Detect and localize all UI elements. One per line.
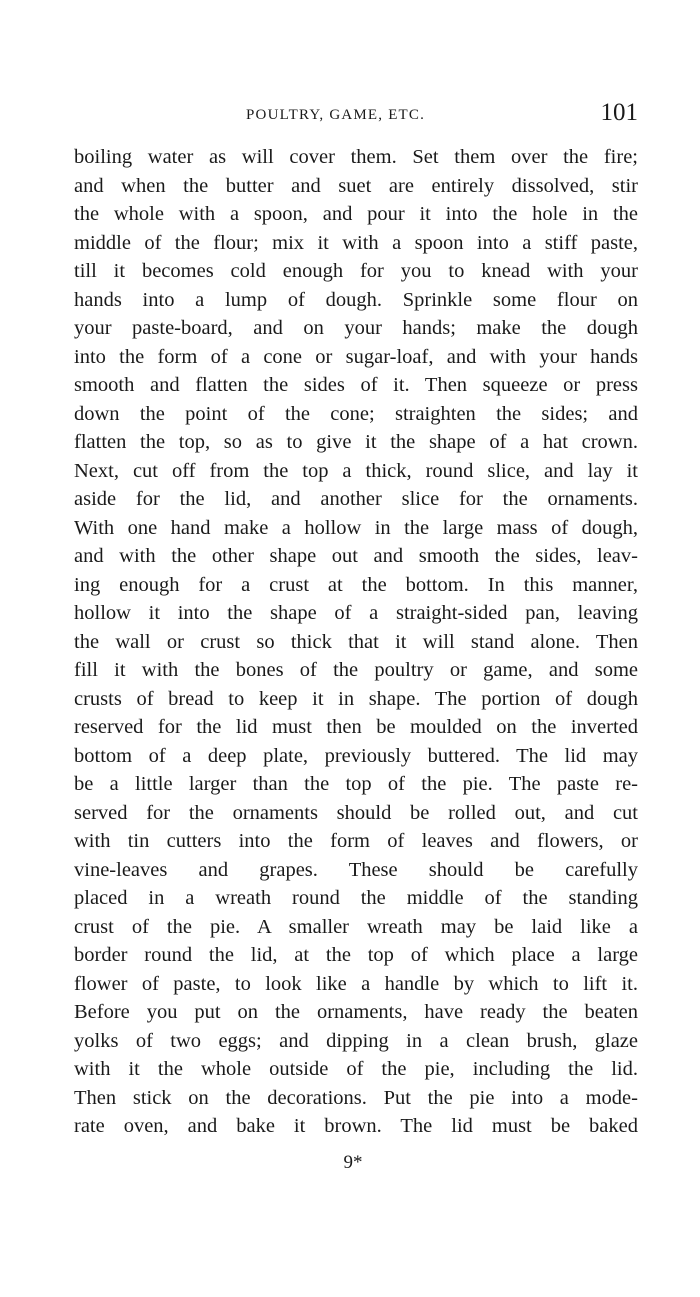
text-line: be a little larger than the top of the pie. The paste re-	[74, 773, 638, 795]
text-line: the wall or crust so thick that it will stand alone. Then	[74, 630, 638, 653]
text-line: with tin cutters into the form of leaves and flowers, or	[74, 830, 638, 852]
text-line: Before you put on the ornaments, have ready the beaten	[74, 1001, 638, 1023]
text-line: smooth and flatten the sides of it. Then squeeze or press	[74, 374, 638, 396]
text-line: middle of the flour; mix it with a spoon into a stiff paste,	[74, 231, 638, 254]
text-line: down the point of the cone; straighten the sides; and	[74, 402, 638, 425]
text-line: till it becomes cold enough for you to knead with your	[74, 260, 638, 282]
text-line: vine-leaves and grapes. These should be carefully	[74, 858, 638, 881]
text-line: Then stick on the decorations. Put the pie into a mode-	[74, 1086, 638, 1109]
text-line: your paste-board, and on your hands; make the dough	[74, 317, 638, 339]
text-line: into the form of a cone or sugar-loaf, and with your hands	[74, 345, 638, 368]
text-line: and with the other shape out and smooth the sides, leav-	[74, 545, 638, 567]
text-line: bottom of a deep plate, previously buttered. The lid may	[74, 744, 638, 767]
text-line: flower of paste, to look like a handle by which to lift it.	[74, 972, 638, 995]
running-head	[74, 99, 638, 133]
text-line: hollow it into the shape of a straight-sided pan, leaving	[74, 602, 638, 624]
text-line: the whole with a spoon, and pour it into the hole in the	[74, 203, 638, 225]
text-line: with it the whole outside of the pie, including the lid.	[74, 1058, 638, 1080]
text-line: placed in a wreath round the middle of the standing	[74, 887, 638, 909]
text-line: crusts of bread to keep it in shape. The portion of dough	[74, 687, 638, 710]
text-line: rate oven, and bake it brown. The lid must be baked	[74, 1115, 638, 1137]
text-line: flatten the top, so as to give it the shape of a hat crown.	[74, 431, 638, 453]
text-line: served for the ornaments should be rolled out, and cut	[74, 801, 638, 824]
text-line: Next, cut off from the top a thick, round slice, and lay it	[74, 459, 638, 482]
text-line: yolks of two eggs; and dipping in a clean brush, glaze	[74, 1029, 638, 1052]
signature-mark: 9*	[343, 1152, 363, 1173]
text-line: fill it with the bones of the poultry or game, and some	[74, 659, 638, 681]
text-line: With one hand make a hollow in the large mass of dough,	[74, 516, 638, 539]
page-number: 101	[600, 99, 638, 126]
text-line: aside for the lid, and another slice for the ornaments.	[74, 488, 638, 510]
text-line: reserved for the lid must then be moulded on the inverted	[74, 716, 638, 738]
body-text	[74, 143, 638, 1141]
running-title: POULTRY, GAME, ETC.	[246, 107, 426, 123]
text-line: crust of the pie. A smaller wreath may be laid like a	[74, 915, 638, 938]
text-line: ing enough for a crust at the bottom. In this manner,	[74, 573, 638, 596]
text-line: border round the lid, at the top of which place a large	[74, 944, 638, 966]
text-line: and when the butter and suet are entirely dissolved, stir	[74, 174, 638, 197]
text-line: boiling water as will cover them. Set them over the fire;	[74, 146, 638, 168]
text-line: hands into a lump of dough. Sprinkle some flour on	[74, 288, 638, 311]
